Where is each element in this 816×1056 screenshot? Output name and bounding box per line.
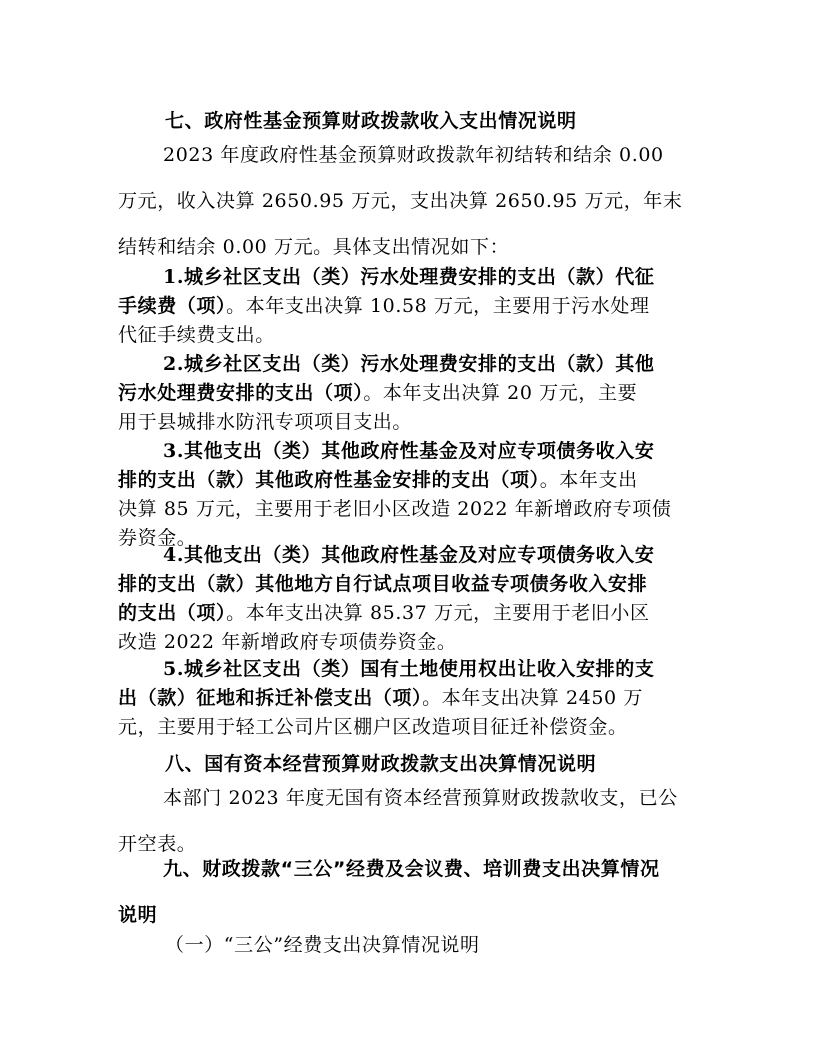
heading-text: 八、国有资本经营预算财政拨款支出决算情况说明 bbox=[165, 753, 597, 775]
paragraph-line: 本部门 2023 年度无国有资本经营预算财政拨款收支，已公 bbox=[163, 787, 678, 809]
expense-item-5 bbox=[118, 655, 698, 742]
expense-item-3 bbox=[118, 437, 698, 553]
expense-item-4 bbox=[118, 541, 698, 657]
section-8-heading bbox=[165, 749, 745, 776]
subheading-text: （一）“三公”经费支出决算情况说明 bbox=[165, 934, 480, 956]
heading-text: 说明 bbox=[118, 904, 158, 926]
item-line: 3.其他支出（类）其他政府性基金及对应专项债务收入安 bbox=[163, 440, 655, 462]
item-line: 排的支出（款）其他政府性基金安排的支出（项）。本年支出 bbox=[118, 469, 638, 491]
item-line: 代征手续费支出。 bbox=[118, 324, 275, 346]
expense-item-2 bbox=[118, 350, 698, 437]
section-9-subheading bbox=[165, 931, 745, 959]
item-line: 1.城乡社区支出（类）污水处理费安排的支出（款）代征 bbox=[163, 266, 655, 288]
item-line: 4.其他支出（类）其他政府性基金及对应专项债务收入安 bbox=[163, 544, 655, 566]
item-line: 券资金。 bbox=[118, 527, 197, 549]
item-line: 手续费（项）。本年支出决算 10.58 万元，主要用于污水处理 bbox=[118, 295, 650, 317]
section-7-heading bbox=[165, 106, 745, 133]
item-line: 的支出（项）。本年支出决算 85.37 万元，主要用于老旧小区 bbox=[118, 602, 650, 624]
item-line: 元，主要用于轻工公司片区棚户区改造项目征迁补偿资金。 bbox=[118, 716, 628, 738]
paragraph-line: 结转和结余 0.00 万元。具体支出情况如下： bbox=[118, 236, 510, 258]
section-9-heading bbox=[118, 846, 698, 938]
paragraph-line: 万元，收入决算 2650.95 万元，支出决算 2650.95 万元，年末 bbox=[118, 190, 683, 212]
item-line: 决算 85 万元，主要用于老旧小区改造 2022 年新增政府专项债 bbox=[118, 498, 672, 520]
item-line: 出（款）征地和拆迁补偿支出（项）。本年支出决算 2450 万 bbox=[118, 687, 643, 709]
paragraph-line: 2023 年度政府性基金预算财政拨款年初结转和结余 0.00 bbox=[163, 144, 664, 166]
expense-item-1 bbox=[118, 263, 698, 350]
paragraph-line: 开空表。 bbox=[118, 833, 197, 855]
item-line: 2.城乡社区支出（类）污水处理费安排的支出（款）其他 bbox=[163, 353, 655, 375]
item-line: 5.城乡社区支出（类）国有土地使用权出让收入安排的支 bbox=[163, 658, 655, 680]
item-line: 改造 2022 年新增政府专项债券资金。 bbox=[118, 631, 457, 653]
item-line: 排的支出（款）其他地方自行试点项目收益专项债务收入安排 bbox=[118, 573, 648, 595]
heading-text: 九、财政拨款“三公”经费及会议费、培训费支出决算情况 bbox=[163, 858, 660, 880]
heading-text: 七、政府性基金预算财政拨款收入支出情况说明 bbox=[165, 110, 577, 132]
section-7-intro bbox=[118, 132, 698, 270]
item-line: 污水处理费安排的支出（项）。本年支出决算 20 万元，主要 bbox=[118, 382, 638, 404]
item-line: 用于县城排水防汛专项项目支出。 bbox=[118, 411, 413, 433]
